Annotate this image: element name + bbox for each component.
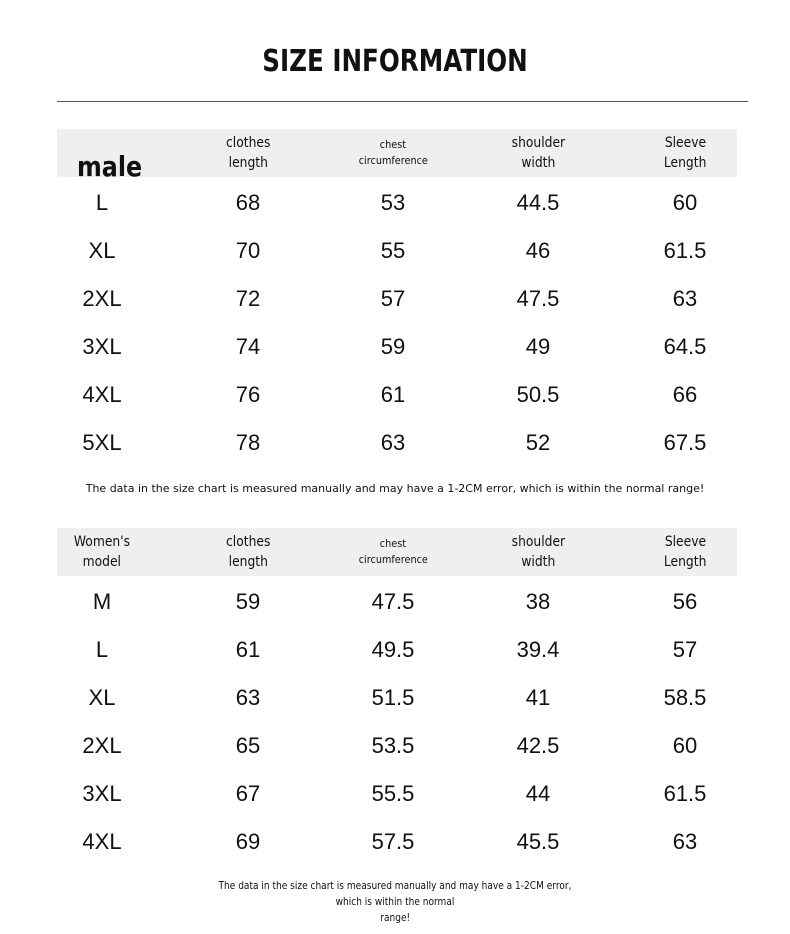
measurement-cell: 41 <box>525 685 551 710</box>
header-cell-line: clothes <box>225 534 271 550</box>
header-cell-line: circumference <box>358 154 428 167</box>
women-size-note-line-1: The data in the size chart is measured manually and may have a 1-2CM error, which is within the normal <box>218 879 572 908</box>
size-cell: M <box>92 589 112 614</box>
size-cell: XL <box>88 238 116 263</box>
size-cell: 3XL <box>82 781 122 806</box>
table-row <box>57 626 737 674</box>
male-size-note: The data in the size chart is measured manually and may have a 1-2CM error, which is within the normal range! <box>85 482 705 495</box>
measurement-cell: 59 <box>380 334 406 359</box>
header-cell-line: length <box>228 554 268 570</box>
table-row <box>57 227 737 275</box>
measurement-cell: 53 <box>380 190 406 215</box>
table-row <box>57 674 737 722</box>
measurement-cell: 52 <box>525 430 551 455</box>
measurement-cell: 44.5 <box>516 190 560 215</box>
measurement-cell: 66 <box>672 382 698 407</box>
measurement-cell: 56 <box>672 589 698 614</box>
header-cell-line: shoulder <box>511 534 565 550</box>
size-cell: 5XL <box>82 430 122 455</box>
measurement-cell: 63 <box>380 430 406 455</box>
header-cell-line: Length <box>663 155 707 171</box>
table-row <box>57 770 737 818</box>
header-cell-line: clothes <box>225 135 271 151</box>
size-cell: 4XL <box>82 382 122 407</box>
size-cell: L <box>95 637 109 662</box>
measurement-cell: 46 <box>525 238 551 263</box>
measurement-cell: 65 <box>235 733 261 758</box>
size-cell: 4XL <box>82 829 122 854</box>
table-row <box>57 275 737 323</box>
measurement-cell: 61 <box>380 382 406 407</box>
measurement-cell: 61 <box>235 637 261 662</box>
measurement-cell: 51.5 <box>371 685 415 710</box>
header-cell-line: circumference <box>358 553 428 566</box>
measurement-cell: 57 <box>380 286 406 311</box>
measurement-cell: 47.5 <box>516 286 560 311</box>
header-cell-line: width <box>521 554 555 570</box>
table-row <box>57 179 737 227</box>
measurement-cell: 63 <box>235 685 261 710</box>
header-cell-line: Length <box>663 554 707 570</box>
measurement-cell: 42.5 <box>516 733 560 758</box>
measurement-cell: 63 <box>672 829 698 854</box>
table-row <box>57 722 737 770</box>
header-cell <box>32 524 172 580</box>
measurement-cell: 39.4 <box>516 637 560 662</box>
table-row <box>57 371 737 419</box>
measurement-cell: 70 <box>235 238 261 263</box>
measurement-cell: 59 <box>235 589 261 614</box>
measurement-cell: 49 <box>525 334 551 359</box>
measurement-cell: 67 <box>235 781 261 806</box>
women-size-note-line-2: range! <box>380 911 410 924</box>
measurement-cell: 74 <box>235 334 261 359</box>
measurement-cell: 68 <box>235 190 261 215</box>
size-cell: 2XL <box>82 733 122 758</box>
header-cell-line: chest <box>379 537 407 550</box>
measurement-cell: 78 <box>235 430 261 455</box>
table-row <box>57 419 737 467</box>
measurement-cell: 47.5 <box>371 589 415 614</box>
measurement-cell: 60 <box>672 190 698 215</box>
women-size-note <box>175 878 615 926</box>
measurement-cell: 57.5 <box>371 829 415 854</box>
measurement-cell: 58.5 <box>663 685 707 710</box>
header-cell <box>178 125 318 181</box>
header-cell-line: male <box>77 150 143 183</box>
measurement-cell: 61.5 <box>663 781 707 806</box>
measurement-cell: 53.5 <box>371 733 415 758</box>
measurement-cell: 44 <box>525 781 551 806</box>
header-cell <box>468 125 608 181</box>
header-cell-line: model <box>82 554 122 570</box>
header-cell-line: Sleeve <box>664 135 706 151</box>
header-cell-line: Women's <box>73 534 131 550</box>
measurement-cell: 57 <box>672 637 698 662</box>
title-divider <box>57 101 748 102</box>
measurement-cell: 60 <box>672 733 698 758</box>
measurement-cell: 72 <box>235 286 261 311</box>
measurement-cell: 55 <box>380 238 406 263</box>
header-cell-line: Sleeve <box>664 534 706 550</box>
measurement-cell: 45.5 <box>516 829 560 854</box>
male-size-table <box>57 129 737 465</box>
header-cell-line: length <box>228 155 268 171</box>
measurement-cell: 63 <box>672 286 698 311</box>
measurement-cell: 76 <box>235 382 261 407</box>
measurement-cell: 67.5 <box>663 430 707 455</box>
header-cell-line: width <box>521 155 555 171</box>
header-cell <box>178 524 318 580</box>
header-cell <box>615 524 755 580</box>
measurement-cell: 64.5 <box>663 334 707 359</box>
table-row <box>57 323 737 371</box>
size-cell: XL <box>88 685 116 710</box>
header-cell-line: chest <box>379 138 407 151</box>
measurement-cell: 69 <box>235 829 261 854</box>
table-row <box>57 578 737 626</box>
header-cell <box>323 524 463 580</box>
size-cell: 3XL <box>82 334 122 359</box>
page-title: SIZE INFORMATION <box>262 44 528 79</box>
women-size-table <box>57 528 737 864</box>
measurement-cell: 38 <box>525 589 551 614</box>
header-cell <box>615 125 755 181</box>
header-cell <box>323 125 463 181</box>
header-cell <box>468 524 608 580</box>
measurement-cell: 49.5 <box>371 637 415 662</box>
measurement-cell: 55.5 <box>371 781 415 806</box>
size-cell: L <box>95 190 109 215</box>
size-cell: 2XL <box>82 286 122 311</box>
table-row <box>57 818 737 866</box>
measurement-cell: 50.5 <box>516 382 560 407</box>
header-cell-line: shoulder <box>511 135 565 151</box>
measurement-cell: 61.5 <box>663 238 707 263</box>
